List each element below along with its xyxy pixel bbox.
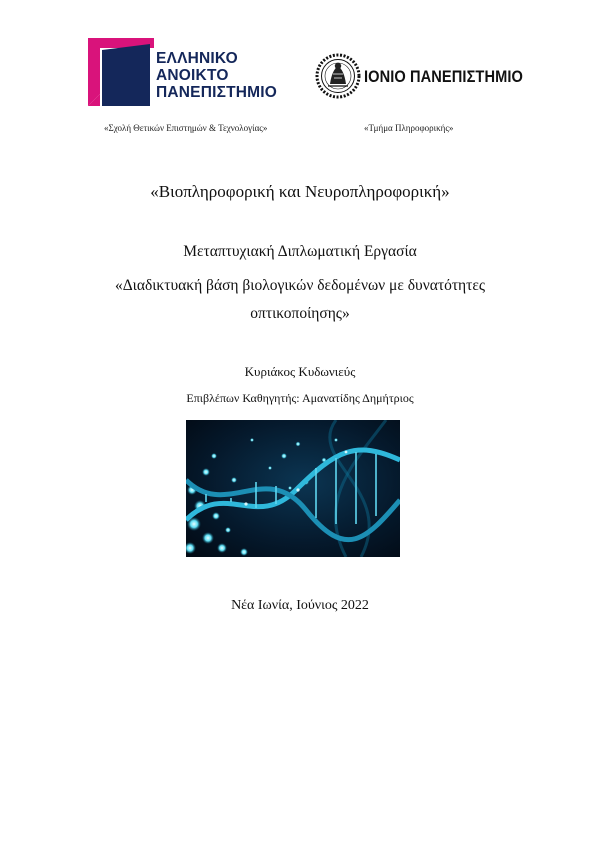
supervisor: Επιβλέπων Καθηγητής: Αμανατίδης Δημήτριος [186,391,414,405]
author-name: Κυριάκος Κυδωνιεύς [244,364,356,379]
hellenic-open-university-logo [88,36,278,108]
ionian-university-seal-icon [314,44,362,108]
hou-logo-line-3: ΠΑΝΕΠΙΣΤΗΜΙΟ [156,84,278,101]
dna-helix-icon [186,420,400,557]
school-name: «Σχολή Θετικών Επιστημών & Τεχνολογίας» [104,123,268,133]
ionian-university-name: ΙΟΝΙΟ ΠΑΝΕΠΙΣΤΗΜΙΟ [364,67,523,86]
thesis-title-line-2: οπτικοποίησης» [250,305,350,322]
ionian-university-logo [314,44,534,108]
hou-logo-mark-icon [88,36,154,108]
dna-cover-image [186,420,400,557]
hou-logo-text [156,50,277,101]
hou-logo-line-2: ΑΝΟΙΚΤΟ [156,67,229,84]
thesis-title [0,272,600,328]
thesis-title-line-1: «Διαδικτυακή βάση βιολογικών δεδομένων με δυνατότητες [114,277,486,294]
course-title: «Βιοπληροφορική και Νευροπληροφορική» [150,182,450,201]
department-name: «Τμήμα Πληροφορικής» [364,123,454,133]
hou-logo-line-1: ΕΛΛΗΝΙΚΟ [156,50,238,67]
place-and-date: Νέα Ιωνία, Ιούνιος 2022 [231,598,369,613]
thesis-type: Μεταπτυχιακή Διπλωματική Εργασία [183,243,417,260]
